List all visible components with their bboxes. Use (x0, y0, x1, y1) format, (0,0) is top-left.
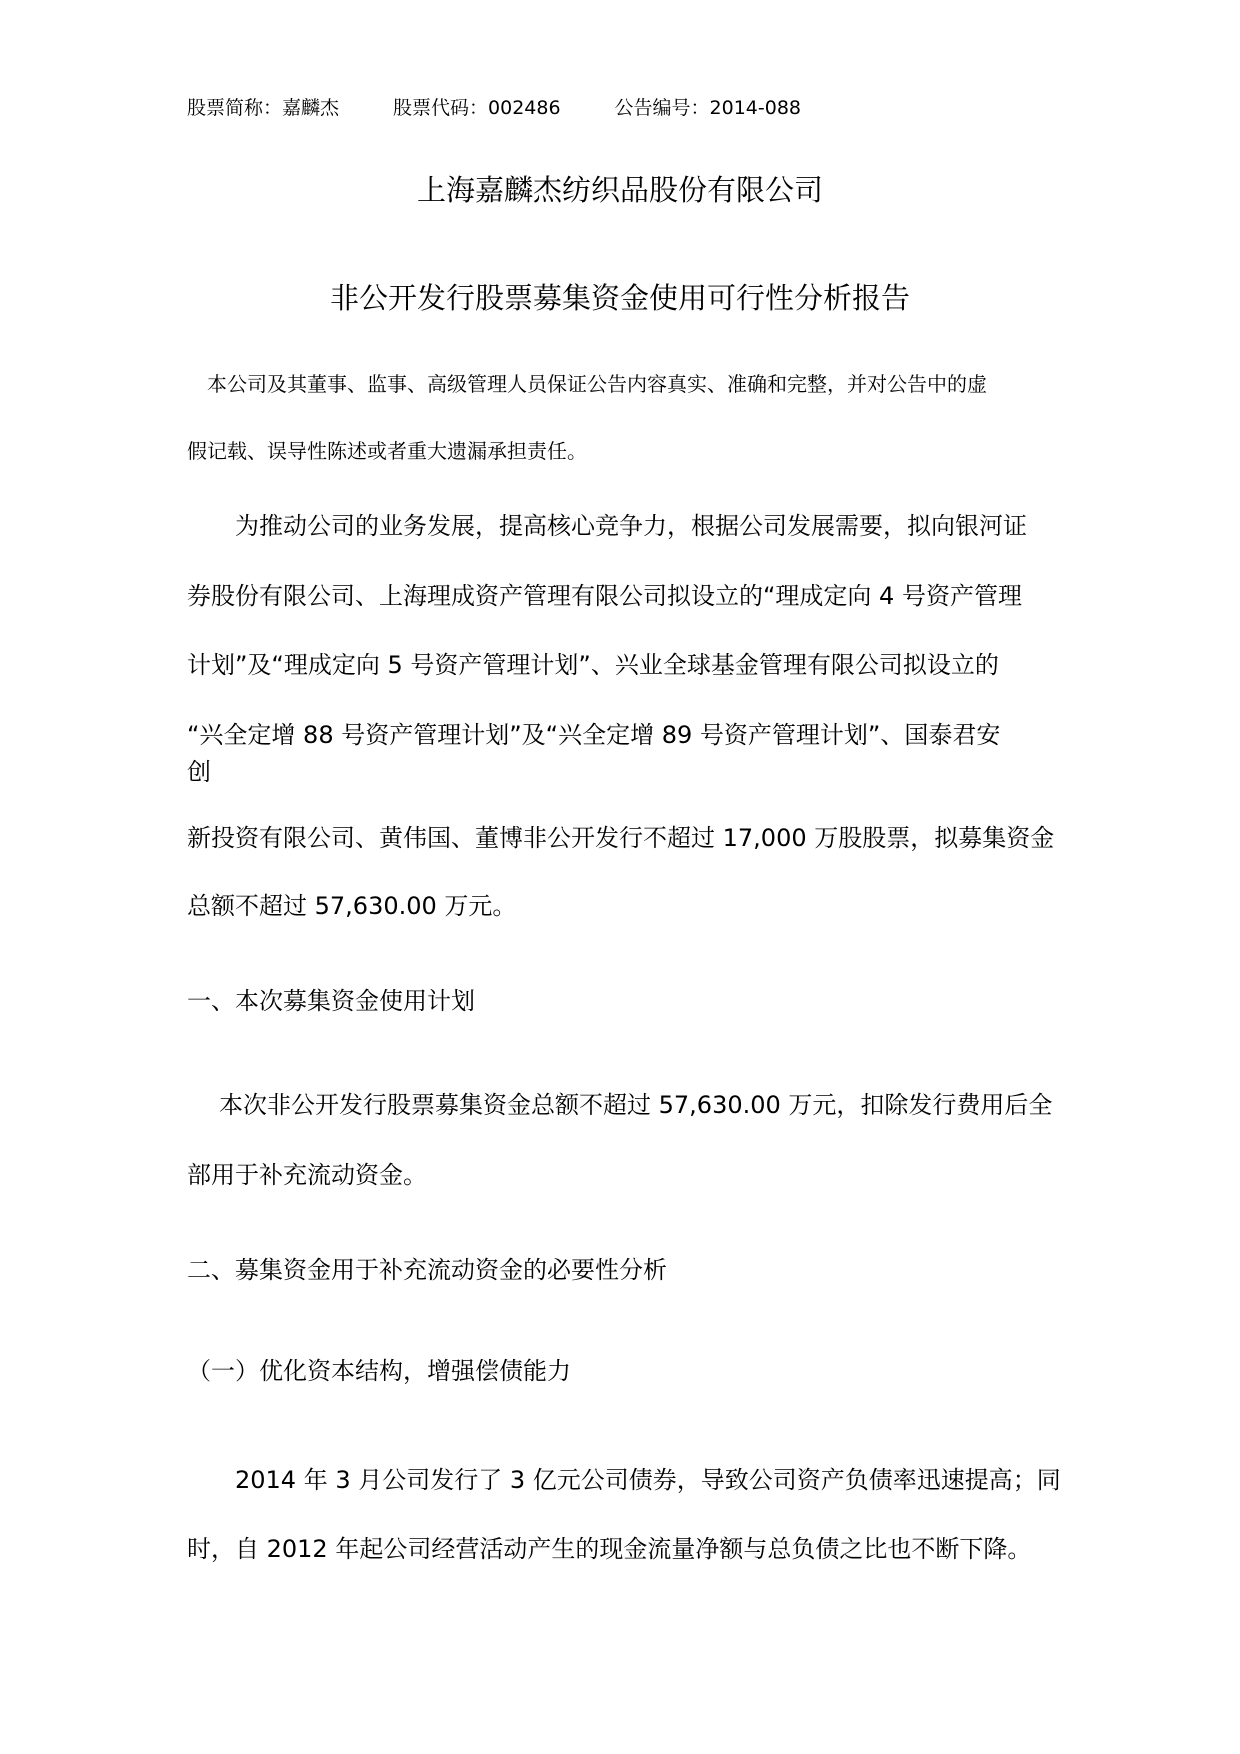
intro-line-4: “兴全定增 88 号资产管理计划”及“兴全定增 89 号资产管理计划”、国泰君安 (187, 721, 1001, 749)
stock-name: 股票简称：嘉麟杰 (187, 97, 340, 119)
notice-line-2: 假记载、误导性陈述或者重大遗漏承担责任。 (187, 439, 587, 463)
section-2-line-2: 时，自 2012 年起公司经营活动产生的现金流量净额与总负债之比也不断下降。 (187, 1535, 1032, 1563)
company-title: 上海嘉麟杰纺织品股份有限公司 (416, 173, 823, 207)
intro-line-7: 总额不超过 57,630.00 万元。 (187, 892, 517, 920)
section-1-line-1: 本次非公开发行股票募集资金总额不超过 57,630.00 万元，扣除发行费用后全 (219, 1091, 1053, 1119)
stock-code: 股票代码：002486 (393, 97, 561, 119)
announcement-number: 公告编号：2014-088 (614, 97, 802, 119)
section-2-heading: 二、募集资金用于补充流动资金的必要性分析 (187, 1256, 667, 1284)
intro-line-5: 创 (187, 758, 211, 786)
intro-line-1: 为推动公司的业务发展，提高核心竞争力，根据公司发展需要，拟向银河证 (235, 512, 1027, 540)
notice-line-1: 本公司及其董事、监事、高级管理人员保证公告内容真实、准确和完整，并对公告中的虚 (207, 372, 987, 396)
section-1-heading: 一、本次募集资金使用计划 (187, 987, 475, 1015)
announcement-header (187, 93, 801, 120)
intro-line-2: 券股份有限公司、上海理成资产管理有限公司拟设立的“理成定向 4 号资产管理 (187, 582, 1022, 610)
intro-line-3: 计划”及“理成定向 5 号资产管理计划”、兴业全球基金管理有限公司拟设立的 (187, 651, 999, 679)
report-title: 非公开发行股票募集资金使用可行性分析报告 (329, 281, 910, 315)
intro-line-6: 新投资有限公司、黄伟国、董博非公开发行不超过 17,000 万股股票，拟募集资金 (187, 824, 1055, 852)
section-1-line-2: 部用于补充流动资金。 (187, 1161, 427, 1189)
section-2-line-1: 2014 年 3 月公司发行了 3 亿元公司债券，导致公司资产负债率迅速提高；同 (235, 1466, 1061, 1494)
section-2-subheading: （一）优化资本结构，增强偿债能力 (187, 1357, 571, 1385)
